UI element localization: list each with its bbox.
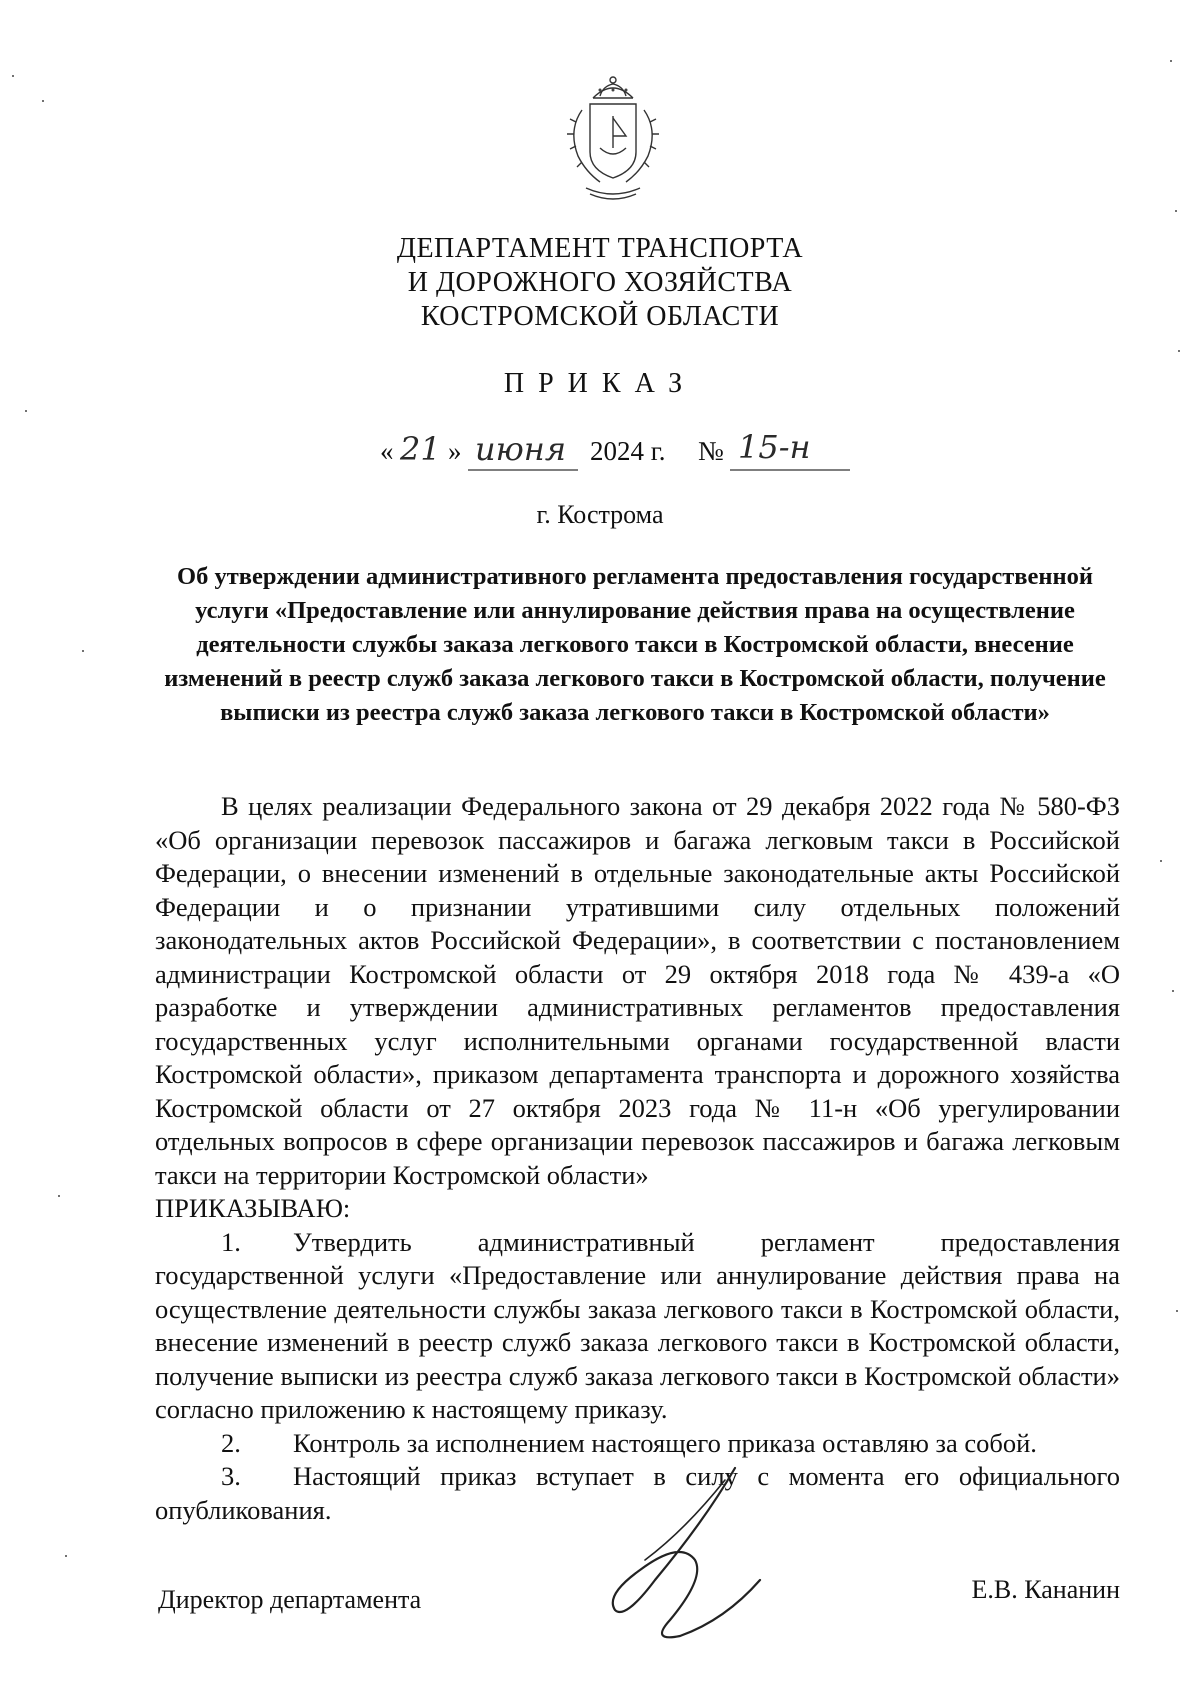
date-year: 2024 г. bbox=[590, 436, 666, 466]
month-underline bbox=[468, 468, 578, 472]
department-header-line: КОСТРОМСКОЙ ОБЛАСТИ bbox=[420, 301, 780, 332]
preamble-paragraph: В целях реализации Федерального закона от 29 декабря 2022 года № 580-ФЗ «Об организации перевозок пассажиров и багажа легковым такси в Российской Федерации, о внесении изменений в отдельные законодательные акты Российской Федерации и о признании утратившими силу отдельных положений законодательных актов Российской Федерации», в соответствии с постановлением администрации Костромской области от 29 октября 2018 года № 439-а «О разработке и утверждении административных регламентов предоставления государственных услуг исполнительными органами государственной власти Костромской области», приказом департамента транспорта и дорожного хозяйства Костромской области от 27 октября 2023 года № 11-н «Об урегулировании отдельных вопросов в сфере организации перевозок пассажиров и багажа легковым такси на территории Костромской области» bbox=[155, 791, 1120, 1190]
scan-speck bbox=[58, 1195, 60, 1197]
scan-speck bbox=[1160, 860, 1162, 862]
scan-speck bbox=[82, 650, 84, 652]
scan-speck bbox=[1178, 350, 1180, 352]
date-number-line bbox=[380, 428, 940, 478]
number-sign: № bbox=[698, 436, 724, 466]
scan-speck bbox=[25, 410, 27, 412]
department-header bbox=[300, 232, 900, 334]
document-subject: Об утверждении административного регламента предоставления государственной услуги «Предоставление или аннулирование действия права на осуществление деятельности службы заказа легкового такси в Костромской области, внесение изменений в реестр служб заказа легкового такси в Костромской области, получение выписки из реестра служб заказа легкового такси в Костромской области» bbox=[164, 563, 1106, 726]
document-body bbox=[155, 790, 1120, 1527]
list-item bbox=[155, 1427, 1120, 1461]
scan-speck bbox=[1175, 210, 1177, 212]
scan-speck bbox=[65, 1555, 67, 1557]
kostroma-coat-of-arms-icon bbox=[538, 70, 688, 210]
scan-speck bbox=[1172, 990, 1174, 992]
scan-speck bbox=[1170, 60, 1172, 62]
date-day-handwritten: 21 bbox=[400, 430, 441, 468]
scan-speck bbox=[42, 100, 44, 102]
list-item-number: 1. bbox=[221, 1226, 241, 1257]
handwritten-signature-icon bbox=[585, 1460, 785, 1650]
scan-speck bbox=[12, 75, 14, 77]
order-number-handwritten: 15-н bbox=[738, 428, 811, 466]
list-item-text: Утвердить административный регламент предоставления государственной услуги «Предоставление или аннулирование действия права на осуществление деятельности службы заказа легкового такси в Костромской области, внесение изменений в реестр служб заказа легкового такси в Костромской области, получение выписки из реестра служб заказа легкового такси в Костромской области» согласно приложению к настоящему приказу. bbox=[155, 1226, 1120, 1424]
coat-of-arms bbox=[538, 70, 688, 210]
scan-speck bbox=[1176, 1310, 1178, 1312]
date-month-handwritten: июня bbox=[475, 430, 567, 468]
list-item-number: 3. bbox=[221, 1461, 241, 1491]
list-item-text: Контроль за исполнением настоящего приказа оставляю за собой. bbox=[293, 1427, 1037, 1458]
order-word: ПРИКАЗЫВАЮ: bbox=[155, 1193, 351, 1223]
signer-role: Директор департамента bbox=[158, 1585, 422, 1614]
department-header-line: И ДОРОЖНОГО ХОЗЯЙСТВА bbox=[407, 267, 793, 298]
signature-block bbox=[585, 1460, 785, 1650]
list-item bbox=[155, 1226, 1120, 1427]
list-item-text: Настоящий приказ вступает в силу с момента его официального опубликования. bbox=[155, 1461, 1120, 1525]
department-header-line: ДЕПАРТАМЕНТ ТРАНСПОРТА bbox=[396, 233, 804, 264]
number-underline bbox=[730, 468, 850, 472]
city-line: г. Кострома bbox=[536, 500, 664, 529]
date-close-quote: » bbox=[448, 436, 462, 466]
document-type-title: ПРИКАЗ bbox=[503, 368, 697, 399]
date-open-quote: « bbox=[380, 436, 394, 466]
signer-name: Е.В. Кананин bbox=[971, 1575, 1120, 1604]
list-item-number: 2. bbox=[221, 1427, 241, 1458]
